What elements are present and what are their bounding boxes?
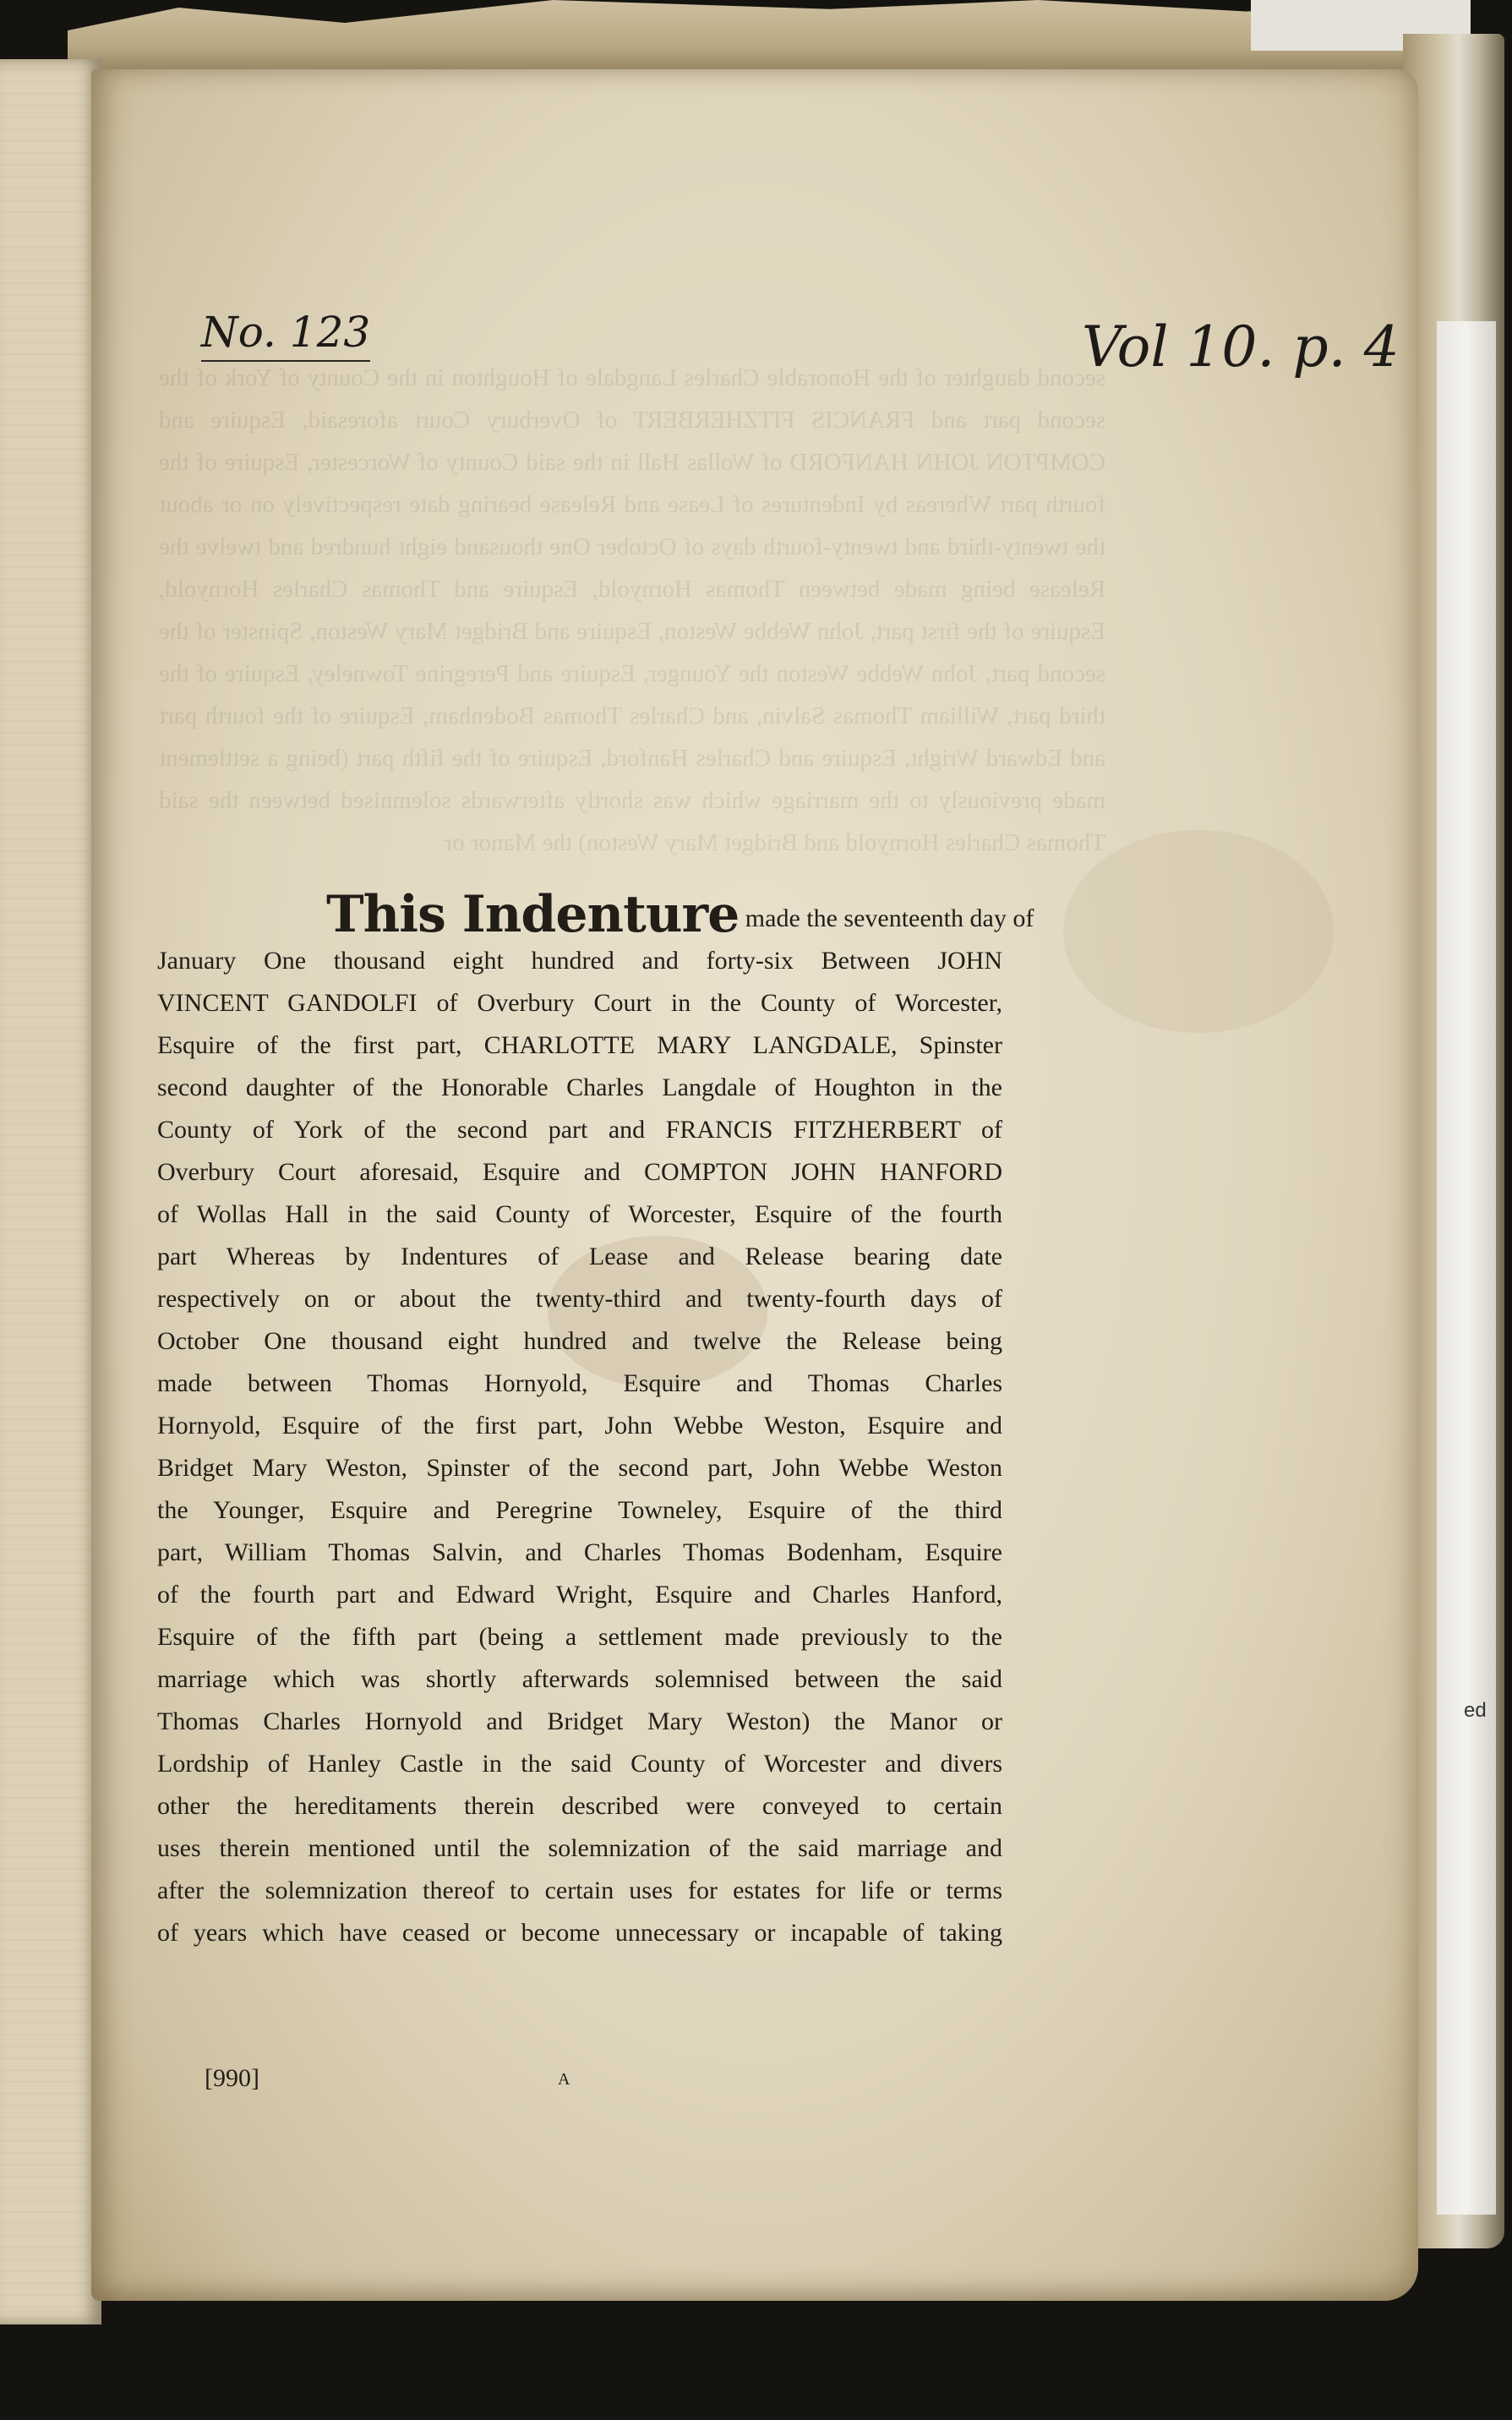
document-number: No. 123 [201,308,370,362]
volume-reference: Vol 10. p. 4 [1082,314,1400,380]
facing-page-left [0,59,101,2324]
loose-papers-top [68,0,1454,76]
deed-line: part Whereas by Indentures of Lease and Release bearing date [157,1243,1002,1270]
deed-line: Hornyold, Esquire of the first part, John Webbe Weston, Esquire and [157,1412,1002,1439]
deed-line: October One thousand eight hundred and twelve the Release being [157,1327,1002,1355]
deed-line: Esquire of the fifth part (being a settlement made previously to the [157,1623,1002,1651]
deed-line: of the fourth part and Edward Wright, Esquire and Charles Hanford, [157,1581,1002,1609]
deed-line: Overbury Court aforesaid, Esquire and COMPTON JOHN HANFORD [157,1158,1002,1186]
deed-line: second daughter of the Honorable Charles Langdale of Houghton in the [157,1073,1002,1101]
deed-line: Bridget Mary Weston, Spinster of the second part, John Webbe Weston [157,1454,1002,1482]
signature-mark: A [558,2070,570,2089]
deed-line: marriage which was shortly afterwards solemnised between the said [157,1665,1002,1693]
indenture-text [157,885,1034,1954]
deed-line: uses therein mentioned until the solemnization of the said marriage and [157,1834,1002,1862]
deed-line: made between Thomas Hornyold, Esquire and Thomas Charles [157,1369,1002,1397]
inserted-sheet-edge [1437,321,1496,2215]
deed-line: respectively on or about the twenty-third and twenty-fourth days of [157,1285,1002,1313]
deed-line: Lordship of Hanley Castle in the said County of Worcester and divers [157,1750,1002,1778]
deed-line: part, William Thomas Salvin, and Charles Thomas Bodenham, Esquire [157,1538,1002,1566]
deed-line: of years which have ceased or become unnecessary or incapable of taking [157,1919,1002,1947]
bleed-through-text: second daughter of the Honorable Charles Langdale of Houghton in the County of York of the second part and FRANCIS FITZHERBERT of Overbury Court aforesaid, Esquire and COMPTON JOHN HANFORD of Wollas Hall in the said County of Worcester, Esquire of the fourth part Whereas by Indentures of Lease and Release bearing date respectively on or about the twenty-third and twenty-fourth days of October One thousand eight hundred and twelve the Release being made between Thomas Hornyold, Esquire and Thomas Charles Hornyold, Esquire of the first part, John Webbe Weston, Esquire and Bridget Mary Weston, Spinster of the second part, John Webbe Weston the Younger, Esquire and Peregrine Towneley, Esquire of the third part, William Thomas Salvin, and Charles Thomas Bodenham, Esquire of the fourth part and Edward Wright, Esquire and Charles Hanford, Esquire of the fifth part (being a settlement made previously to the marriage which was shortly afterwards solemnised between the said Thomas Charles Hornyold and Bridget Mary Weston) the Manor or [159,364,1105,856]
edge-text-fragment: ed [1464,1699,1487,1722]
deed-line: the Younger, Esquire and Peregrine Towneley, Esquire of the third [157,1496,1002,1524]
deed-line: Esquire of the first part, CHARLOTTE MARY LANGDALE, Spinster [157,1031,1002,1059]
deed-line: Thomas Charles Hornyold and Bridget Mary Weston) the Manor or [157,1707,1002,1735]
document-page [91,69,1418,2301]
paper-stain [1063,830,1334,1033]
deed-line: after the solemnization thereof to certain uses for estates for life or terms [157,1876,1002,1904]
deed-line: other the hereditaments therein described were conveyed to certain [157,1792,1002,1820]
deed-line: January One thousand eight hundred and forty-six Between JOHN [157,947,1002,975]
deed-line: This Indenture made the seventeenth day of [326,885,1034,944]
deed-line: County of York of the second part and FRANCIS FITZHERBERT of [157,1116,1002,1144]
page-number: [990] [205,2064,259,2092]
deed-line: VINCENT GANDOLFI of Overbury Court in the County of Worcester, [157,989,1002,1017]
deed-line: of Wollas Hall in the said County of Worcester, Esquire of the fourth [157,1200,1002,1228]
deed-title: This Indenture [326,885,740,944]
